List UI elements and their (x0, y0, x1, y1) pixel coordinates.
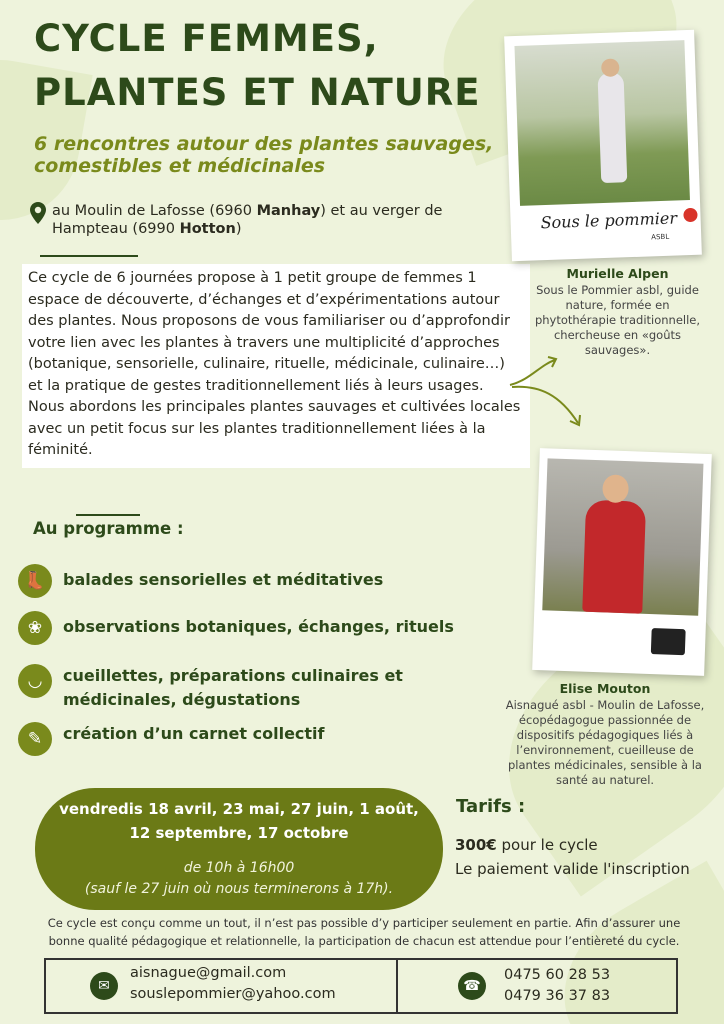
location-pin-icon (30, 202, 46, 224)
page-title (34, 12, 504, 120)
location (30, 202, 470, 238)
program-item (18, 611, 454, 645)
divider (76, 514, 140, 516)
location-town-2: Hotton (179, 221, 236, 237)
location-text: ) (235, 221, 242, 237)
location-text: au Moulin de Lafosse (6960 (52, 203, 257, 219)
person-figure (582, 500, 646, 614)
bowl-icon: ◡ (18, 664, 52, 698)
person-head (602, 474, 629, 503)
palette-icon: ✎ (18, 722, 52, 756)
subtitle: 6 rencontres autour des plantes sauvages, comestibles et médicinales (34, 133, 494, 177)
contact-box (44, 958, 678, 1014)
photo-elise-mouton (532, 448, 712, 676)
person-figure (597, 72, 627, 183)
dates-box (35, 788, 443, 910)
tarifs (455, 833, 690, 881)
divider (40, 255, 138, 257)
program-item-label: cueillettes, préparations culinaires et médicinales, dégustations (63, 666, 403, 709)
hours (35, 858, 443, 900)
location-text: ) et au verger de Hampteau (6990 (52, 203, 443, 237)
photo-image (514, 40, 689, 206)
email-link-2[interactable]: souslepommier@yahoo.com (130, 986, 336, 1002)
hours-line: de 10h à 16h00 (183, 860, 295, 876)
guide-1-description: Sous le Pommier asbl, guide nature, formée en phytothérapie traditionnelle, chercheuse en «goûts sauvages». (534, 283, 701, 357)
dates-line-2: 12 septembre, 17 octobre (129, 824, 349, 842)
participation-note: Ce cycle est conçu comme un tout, il n’est pas possible d’y participer seulement en partie. Afin d’assurer une bonne qualité pédagogique et relationnelle, la participation de chacun est attendue pour l’entièreté du cycle. (47, 916, 681, 948)
caption-guide-2 (500, 681, 710, 788)
photo-murielle-alpen (504, 30, 702, 261)
intro-paragraph: Ce cycle de 6 journées propose à 1 petit groupe de femmes 1 espace de découverte, d’échanges et d’expérimentations autour des plantes. Nous proposons de vous familiariser ou d’approfondir votre lien avec les plantes à travers une multiplicité d’approches (botanique, sensorielle, culinaire, rituelle, médicinale, culinaire…) et la pratique de gestes traditionnellement liés à leurs usages. Nous abordons les principales plantes sauvages et cultivées locales avec un petit focus sur les plantes traditionnellement liées à la féminité. (22, 264, 530, 468)
phone-icon: ☎ (458, 972, 486, 1000)
location-town-1: Manhay (256, 203, 321, 219)
lotus-icon: ❀ (18, 611, 52, 645)
boot-icon: 👢 (18, 564, 52, 598)
payment-note: Le paiement valide l'inscription (455, 860, 690, 878)
phone-link-1[interactable]: 0475 60 28 53 (504, 967, 611, 983)
contact-divider (396, 960, 398, 1012)
guide-1-name: Murielle Alpen (566, 266, 669, 281)
hours-exception: (sauf le 27 juin où nous terminerons à 17h). (84, 881, 394, 897)
program-item-label: création d’un carnet collectif (63, 724, 325, 743)
guide-2-description: Aisnagué asbl - Moulin de Lafosse, écopédagogue passionnée de dispositifs pédagogiques liés à l’environnement, cueilleuse de plantes médicinales, sensible à la santé au naturel. (505, 698, 705, 787)
phone-link-2[interactable]: 0479 36 37 83 (504, 988, 611, 1004)
price-suffix: pour le cycle (496, 836, 598, 854)
apple-icon (684, 208, 698, 222)
program-item-label: balades sensorielles et méditatives (63, 570, 384, 589)
logo-aisnague (651, 628, 686, 655)
title-line-2: PLANTES ET NATURE (34, 71, 481, 114)
program-item (18, 722, 325, 756)
dates-line-1: vendredis 18 avril, 23 mai, 27 juin, 1 août, (59, 800, 419, 818)
logo-sous-le-pommier (540, 208, 698, 232)
title-line-1: CYCLE FEMMES, (34, 17, 379, 60)
dates-list (35, 797, 443, 845)
logo-subtext: ASBL (651, 232, 670, 242)
email-link-1[interactable]: aisnague@gmail.com (130, 965, 287, 981)
logo-text: Sous le pommier (540, 208, 678, 233)
program-item-label: observations botaniques, échanges, rituels (63, 617, 454, 636)
arrow-icon (500, 345, 595, 435)
program-title: Au programme : (33, 519, 184, 538)
program-item (18, 564, 383, 598)
tarifs-title: Tarifs : (456, 796, 526, 817)
program-item (18, 664, 503, 712)
photo-image (542, 458, 703, 615)
mail-icon: ✉ (90, 972, 118, 1000)
guide-2-name: Elise Mouton (559, 681, 651, 696)
price: 300€ (455, 836, 497, 854)
